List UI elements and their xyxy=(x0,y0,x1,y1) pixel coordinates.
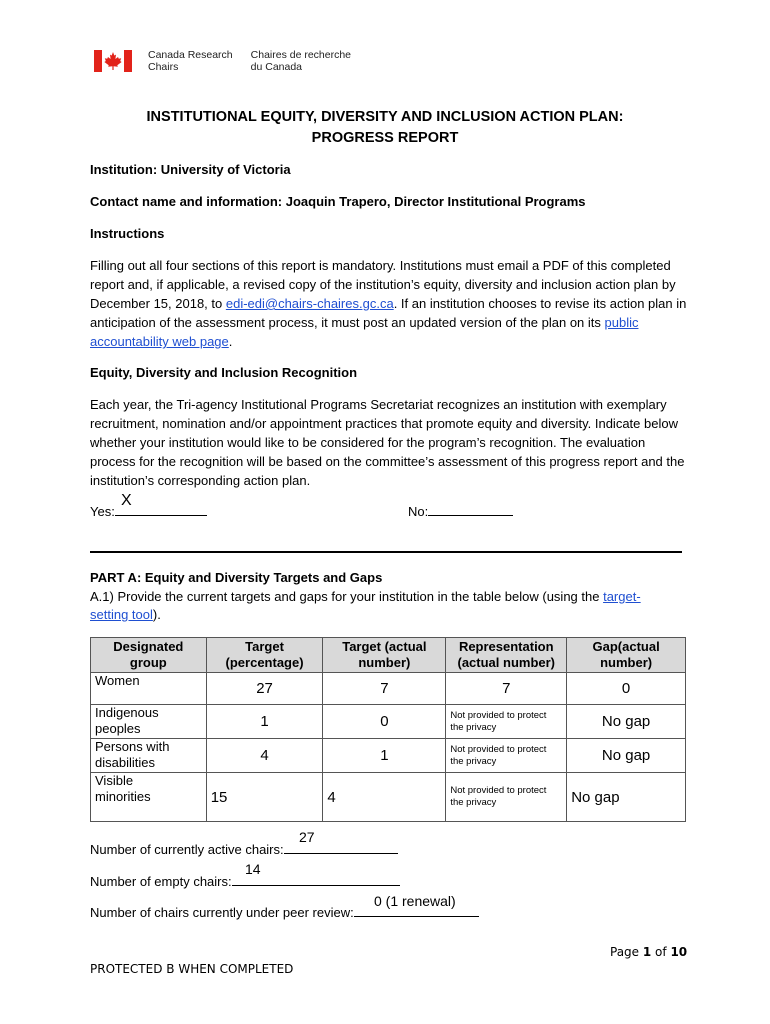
group-cell: Women xyxy=(91,673,207,705)
table-header-row xyxy=(91,638,686,673)
target-setting-tool-link[interactable]: target- xyxy=(603,589,641,604)
canada-flag-icon xyxy=(94,50,132,72)
instructions-heading: Instructions xyxy=(90,226,165,241)
active-chairs-value: 27 xyxy=(299,829,315,845)
header-representation: Representation (actual number) xyxy=(446,638,567,673)
target-num-cell[interactable]: 1 xyxy=(323,739,446,773)
instructions-paragraph xyxy=(90,256,690,351)
peer-review-value: 0 (1 renewal) xyxy=(374,893,456,909)
no-field[interactable] xyxy=(408,502,513,521)
target-num-cell[interactable]: 4 xyxy=(323,773,446,822)
target-num-cell[interactable]: 0 xyxy=(323,705,446,739)
section-divider xyxy=(90,551,682,553)
title-line2: PROGRESS REPORT xyxy=(311,130,459,146)
instructions-text-1: Filling out all four sections of this report is mandatory. Institutions must email a PDF of this completed report and, if applicable, a revised copy of the institution’s equity, diversity and inclusion action plan by December 15, 2018, to xyxy=(90,258,676,311)
target-pct-cell[interactable]: 1 xyxy=(206,705,323,739)
public-accountability-link[interactable]: public accountability web page xyxy=(90,315,639,349)
crc-logo xyxy=(94,49,369,73)
protected-notice: PROTECTED B WHEN COMPLETED xyxy=(90,962,294,976)
contact-line: Contact name and information: Joaquin Trapero, Director Institutional Programs xyxy=(90,194,586,209)
header-designated-group: Designated group xyxy=(91,638,207,673)
title-line1: INSTITUTIONAL EQUITY, DIVERSITY AND INCLUSION ACTION PLAN: xyxy=(146,109,624,125)
targets-table xyxy=(90,637,686,822)
logo-english-line2: Chairs xyxy=(148,61,179,73)
recognition-heading: Equity, Diversity and Inclusion Recognition xyxy=(90,365,358,380)
empty-chairs-value: 14 xyxy=(245,861,261,877)
yes-label: Yes: xyxy=(90,504,115,519)
logo-english-line1: Canada Research xyxy=(148,49,233,61)
representation-cell[interactable]: Not provided to protect the privacy xyxy=(446,739,567,773)
yes-field[interactable] xyxy=(90,502,207,521)
empty-chairs-label: Number of empty chairs: xyxy=(90,874,232,889)
target-num-cell[interactable]: 7 xyxy=(323,673,446,705)
gap-cell[interactable]: 0 xyxy=(567,673,686,705)
table-row xyxy=(91,739,686,773)
header-target-number: Target (actual number) xyxy=(323,638,446,673)
gap-cell[interactable]: No gap xyxy=(567,705,686,739)
page-number: Page 1 of 10 xyxy=(610,945,688,959)
header-target-percentage: Target (percentage) xyxy=(206,638,323,673)
active-chairs-field[interactable] xyxy=(90,840,398,859)
gap-cell[interactable]: No gap xyxy=(567,773,686,822)
table-row xyxy=(91,673,686,705)
table-row xyxy=(91,773,686,822)
part-a-instruction-line1: A.1) Provide the current targets and gaps for your institution in the table below (using the target- xyxy=(90,589,641,604)
group-cell: Visible minorities xyxy=(91,773,207,822)
target-pct-cell[interactable]: 27 xyxy=(206,673,323,705)
group-cell: Persons with disabilities xyxy=(91,739,207,773)
target-pct-cell[interactable]: 4 xyxy=(206,739,323,773)
representation-cell[interactable]: Not provided to protect the privacy xyxy=(446,773,567,822)
document-title xyxy=(0,107,770,149)
part-a-instruction-line2: setting tool). xyxy=(90,607,161,622)
recognition-paragraph: Each year, the Tri-agency Institutional Programs Secretariat recognizes an institution with exemplary recruitment, nomination and/or appointment practices that promote equity and diversity. Indicate below whether your institution would like to be considered for the program’s recognition. The evaluation process for the recognition will be based on the committee’s assessment of this progress report and the institution’s corresponding action plan. xyxy=(90,397,685,488)
yes-value: X xyxy=(121,492,132,509)
part-a-heading: PART A: Equity and Diversity Targets and Gaps xyxy=(90,570,383,585)
instructions-text-2: . If an institution chooses to revise its action plan in anticipation of the assessment process, it must post an updated version of the plan on its xyxy=(90,296,687,330)
active-chairs-label: Number of currently active chairs: xyxy=(90,842,284,857)
instructions-text-3: . xyxy=(228,334,233,349)
institution-line: Institution: University of Victoria xyxy=(90,162,291,177)
logo-french-line2: du Canada xyxy=(250,61,303,73)
target-setting-tool-link-cont[interactable]: setting tool xyxy=(90,607,153,622)
email-link[interactable]: edi-edi@chairs-chaires.gc.ca xyxy=(225,296,394,311)
header-gap: Gap(actual number) xyxy=(567,638,686,673)
no-label: No: xyxy=(408,504,429,519)
peer-review-label: Number of chairs currently under peer review: xyxy=(90,905,354,920)
representation-cell[interactable]: Not provided to protect the privacy xyxy=(446,705,567,739)
representation-cell[interactable]: 7 xyxy=(446,673,567,705)
table-row xyxy=(91,705,686,739)
target-pct-cell[interactable]: 15 xyxy=(206,773,323,822)
logo-french-line1: Chaires de recherche xyxy=(250,49,352,61)
gap-cell[interactable]: No gap xyxy=(567,739,686,773)
group-cell: Indigenous peoples xyxy=(91,705,207,739)
